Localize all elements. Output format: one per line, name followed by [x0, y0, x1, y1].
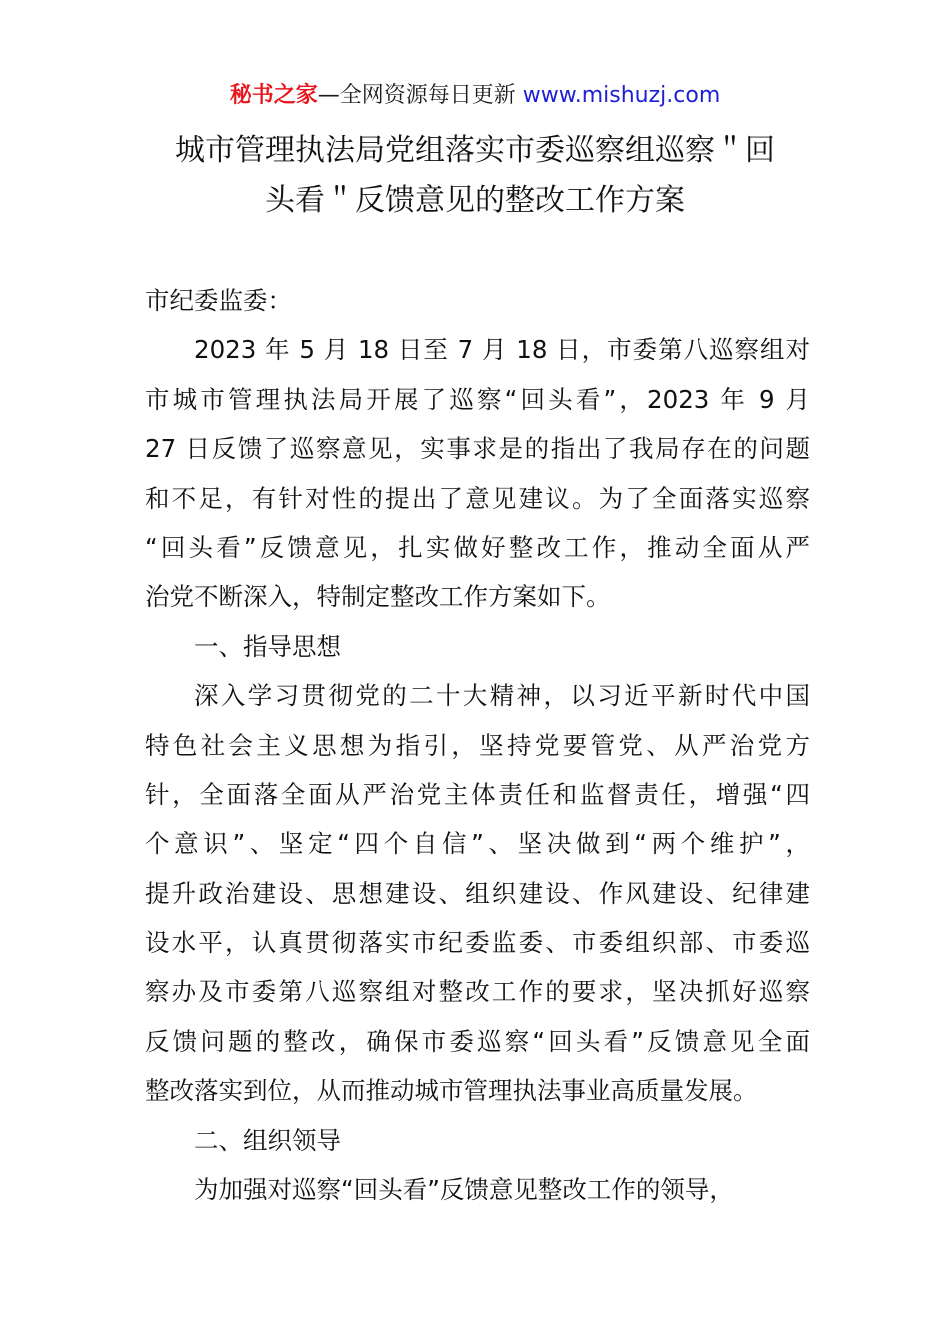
paragraph-line: 和不足，有针对性的提出了意见建议。为了全面落实巡察 — [145, 483, 810, 513]
document-body — [145, 276, 810, 1214]
paragraph-line: 察办及市委第八巡察组对整改工作的要求，坚决抓好巡察 — [145, 977, 810, 1007]
banner-tagline: —全网资源每日更新 — [317, 83, 523, 108]
site-banner — [0, 80, 950, 112]
paragraph-line: 针，全面落全面从严治党主体责任和监督责任，增强“四 — [145, 779, 810, 809]
paragraph-line: 为加强对巡察“回头看”反馈意见整改工作的领导， — [194, 1175, 734, 1205]
banner-brand: 秘书之家 — [229, 83, 318, 108]
paragraph-line: 2023 年 5 月 18 日至 7 月 18 日，市委第八巡察组对 — [194, 335, 810, 365]
paragraph-line: 反馈问题的整改，确保市委巡察“回头看”反馈意见全面 — [145, 1026, 810, 1056]
paragraph-line: 特色社会主义思想为指引，坚持党要管党、从严治党方 — [145, 730, 810, 760]
paragraph-line: 深入学习贯彻党的二十大精神，以习近平新时代中国 — [194, 681, 810, 711]
title-line: 城市管理执法局党组落实市委巡察组巡察＂回 — [175, 133, 775, 168]
title-line: 头看＂反馈意见的整改工作方案 — [265, 183, 685, 218]
document-title — [120, 126, 830, 226]
paragraph-line: “回头看”反馈意见，扎实做好整改工作，推动全面从严 — [145, 532, 810, 562]
paragraph-line: 27 日反馈了巡察意见，实事求是的指出了我局存在的问题 — [145, 434, 810, 464]
banner-url[interactable]: www.mishuzj.com — [522, 83, 721, 108]
paragraph-line: 提升政治建设、思想建设、组织建设、作风建设、纪律建 — [145, 878, 810, 908]
recipient-line: 市纪委监委： — [145, 286, 292, 315]
section-heading: 二、组织领导 — [194, 1125, 341, 1155]
section-heading: 一、指导思想 — [194, 631, 341, 661]
paragraph-line: 设水平，认真贯彻落实市纪委监委、市委组织部、市委巡 — [145, 928, 810, 958]
paragraph-line: 整改落实到位，从而推动城市管理执法事业高质量发展。 — [145, 1076, 758, 1106]
paragraph-line: 个意识”、坚定“四个自信”、坚决做到“两个维护”， — [145, 829, 810, 859]
paragraph-line: 治党不断深入，特制定整改工作方案如下。 — [145, 582, 611, 612]
paragraph-line: 市城市管理执法局开展了巡察“回头看”，2023 年 9 月 — [145, 384, 810, 414]
